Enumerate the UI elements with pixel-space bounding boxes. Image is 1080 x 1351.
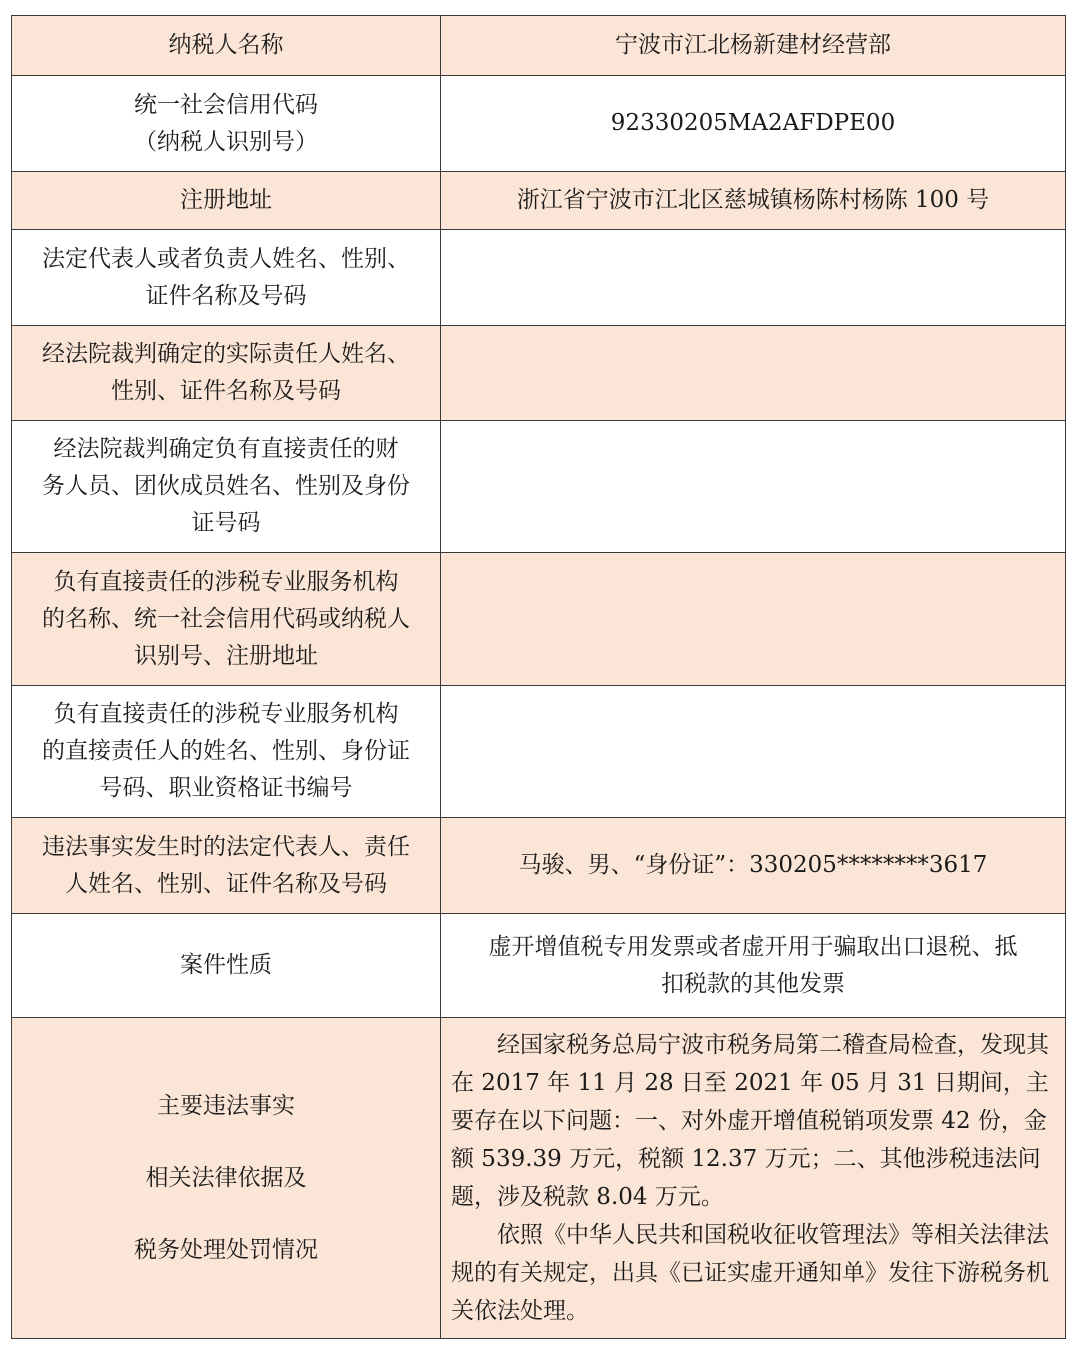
label-line: 的直接责任人的姓名、性别、身份证 <box>42 738 410 764</box>
taxpayer-name-label: 纳税人名称 <box>12 16 441 76</box>
table-row <box>12 16 1066 76</box>
table-row <box>12 553 1066 686</box>
registered-address-label: 注册地址 <box>12 172 441 230</box>
label-line: 违法事实发生时的法定代表人、责任 <box>42 833 410 860</box>
main-facts-label <box>12 1018 441 1339</box>
service-agency-value <box>441 553 1066 686</box>
label-line: 负有直接责任的涉税专业服务机构 <box>53 568 399 595</box>
table-row <box>12 1018 1066 1339</box>
label-line: 统一社会信用代码 <box>134 91 318 118</box>
label-line: 主要违法事实 <box>157 1093 295 1119</box>
label-line: 经法院裁判确定的实际责任人姓名、 <box>42 341 410 367</box>
label-line: 性别、证件名称及号码 <box>111 378 341 404</box>
violation-representative-label <box>12 818 441 914</box>
table-row <box>12 421 1066 553</box>
registered-address-value: 浙江省宁波市江北区慈城镇杨陈村杨陈 100 号 <box>441 172 1066 230</box>
table-row <box>12 914 1066 1018</box>
violation-representative-value: 马骏、男、“身份证”：330205********3617 <box>441 818 1066 914</box>
label-line: 人姓名、性别、证件名称及号码 <box>65 870 387 897</box>
table-row <box>12 76 1066 172</box>
basis-paragraph: 依照《中华人民共和国税收征收管理法》等相关法律法规的有关规定，出具《已证实虚开通知单》发往下游税务机关依法处理。 <box>451 1222 1049 1324</box>
agency-responsible-label <box>12 686 441 818</box>
label-line: 相关法律依据及 <box>145 1165 307 1191</box>
actual-responsible-label <box>12 326 441 421</box>
service-agency-label <box>12 553 441 686</box>
case-nature-label: 案件性质 <box>12 914 441 1018</box>
agency-responsible-value <box>441 686 1066 818</box>
label-line: 法定代表人或者负责人姓名、性别、 <box>42 245 410 272</box>
value-line: 虚开增值税专用发票或者虚开用于骗取出口退税、抵 <box>488 933 1018 960</box>
table-row <box>12 818 1066 914</box>
label-line: （纳税人识别号） <box>134 128 318 155</box>
financial-staff-value <box>441 421 1066 553</box>
financial-staff-label <box>12 421 441 553</box>
label-line: 识别号、注册地址 <box>134 642 318 669</box>
table-row <box>12 172 1066 230</box>
credit-code-value: 92330205MA2AFDPE00 <box>441 76 1066 172</box>
taxpayer-name-value: 宁波市江北杨新建材经营部 <box>441 16 1066 76</box>
credit-code-label <box>12 76 441 172</box>
table-row <box>12 686 1066 818</box>
label-line: 证号码 <box>191 510 261 536</box>
label-line: 的名称、统一社会信用代码或纳税人 <box>42 605 410 632</box>
label-line: 经法院裁判确定负有直接责任的财 <box>53 436 399 462</box>
label-line: 证件名称及号码 <box>145 282 307 309</box>
case-nature-value <box>441 914 1066 1018</box>
facts-paragraph: 经国家税务总局宁波市税务局第二稽查局检查，发现其在 2017 年 11 月 28 日至 2021 年 05 月 31 日期间，主要存在以下问题：一、对外虚开增值税销项发票 42 份，金额 539.39 万元，税额 12.37 万元；二、其他涉税违法问题，涉及税款 8.04 万元。 <box>451 1032 1049 1210</box>
label-line: 号码、职业资格证书编号 <box>99 775 353 801</box>
actual-responsible-value <box>441 326 1066 421</box>
legal-representative-label <box>12 230 441 326</box>
main-facts-value <box>441 1018 1066 1339</box>
value-line: 扣税款的其他发票 <box>661 970 845 997</box>
legal-representative-value <box>441 230 1066 326</box>
label-line: 负有直接责任的涉税专业服务机构 <box>53 701 399 727</box>
table-row <box>12 230 1066 326</box>
label-line: 务人员、团伙成员姓名、性别及身份 <box>42 473 410 499</box>
label-line: 税务处理处罚情况 <box>134 1237 318 1263</box>
table-row <box>12 326 1066 421</box>
tax-violation-table <box>11 15 1066 1339</box>
